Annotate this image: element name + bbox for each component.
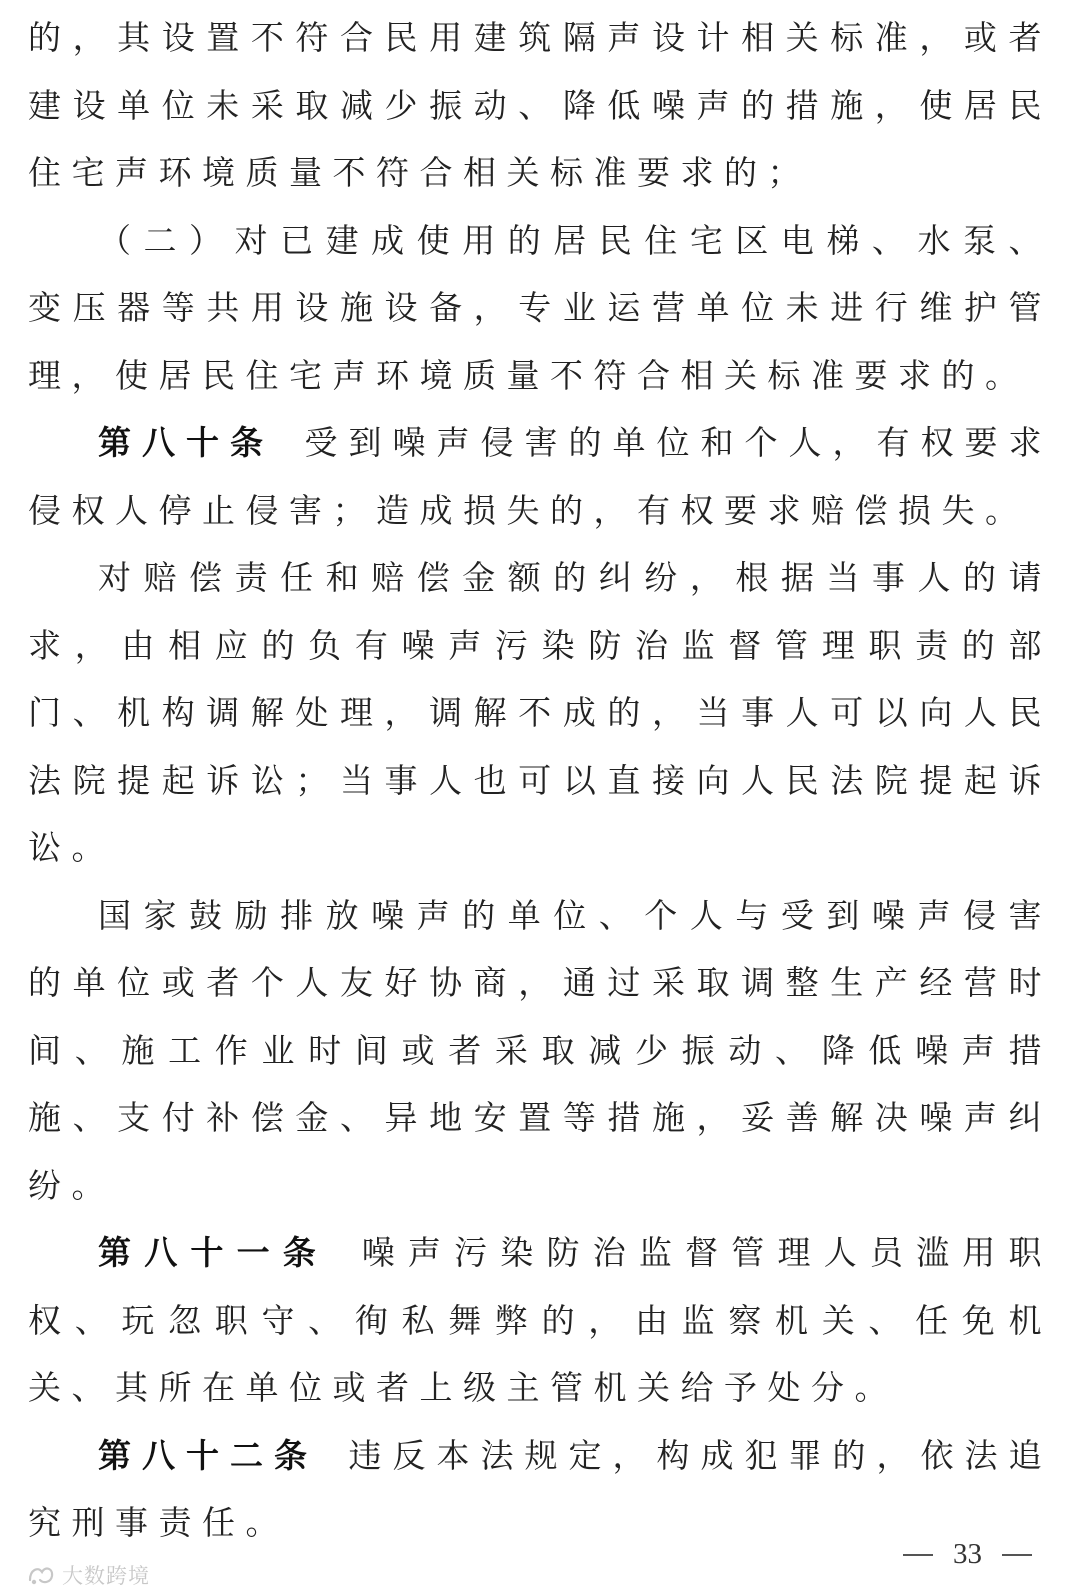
article-81-heading: 第八十一条	[98, 1233, 329, 1272]
watermark-text: 大数跨境	[62, 1564, 150, 1588]
article-82-heading: 第八十二条	[98, 1435, 318, 1475]
brand-logo-icon	[26, 1562, 56, 1588]
paragraph-text: 国家鼓励排放噪声的单位、个人与受到噪声侵害的单位或者个人友好协商，通过采取调整生产经营时间、施工作业时间或者采取减少振动、降低噪声措施、支付补偿金、异地安置等措施，妥善解决噪声纠纷。	[28, 895, 1052, 1205]
article-82-text: 违反本法规定，构成犯罪的，依法追究刑事责任。	[28, 1435, 1052, 1542]
article-81	[28, 1219, 1052, 1422]
paragraph-text: （二）对已建成使用的居民住宅区电梯、水泵、变压器等共用设施设备，专业运营单位未进行维护管理，使居民住宅声环境质量不符合相关标准要求的。	[28, 220, 1052, 395]
page-number-value: 33	[953, 1538, 982, 1570]
article-82	[28, 1422, 1052, 1557]
paragraph-text: 的，其设置不符合民用建筑隔声设计相关标准，或者建设单位未采取减少振动、降低噪声的措施，使居民住宅声环境质量不符合相关标准要求的；	[28, 18, 1052, 192]
paragraph-text: 对赔偿责任和赔偿金额的纠纷，根据当事人的请求，由相应的负有噪声污染防治监督管理职责的部门、机构调解处理，调解不成的，当事人可以向人民法院提起诉讼；当事人也可以直接向人民法院提起诉讼。	[28, 558, 1052, 867]
watermark	[26, 1560, 150, 1590]
article-81-text: 噪声污染防治监督管理人员滥用职权、玩忽职守、徇私舞弊的，由监察机关、任免机关、其所在单位或者上级主管机关给予处分。	[28, 1233, 1052, 1407]
paragraph-2	[28, 207, 1052, 410]
paragraph-1	[28, 4, 1052, 207]
article-80	[28, 409, 1052, 544]
dash-right	[1002, 1554, 1032, 1556]
document-body	[28, 4, 1052, 1557]
paragraph-5	[28, 882, 1052, 1220]
paragraph-4	[28, 544, 1052, 882]
article-80-heading: 第八十条	[98, 423, 274, 462]
article-80-text: 受到噪声侵害的单位和个人，有权要求侵权人停止侵害；造成损失的，有权要求赔偿损失。	[28, 423, 1052, 530]
dash-left	[903, 1554, 933, 1556]
page-number	[903, 1538, 1032, 1571]
